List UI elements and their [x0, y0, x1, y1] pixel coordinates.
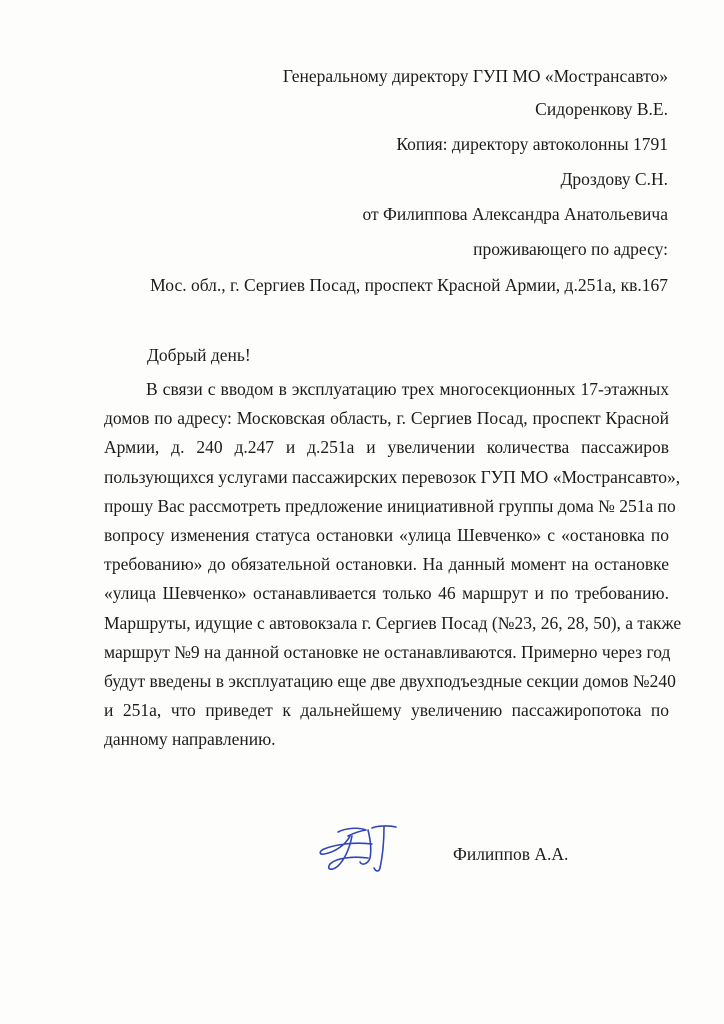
sender-address: Мос. обл., г. Сергиев Посад, проспект Красной Армии, д.251а, кв.167: [150, 275, 668, 295]
body-line: требованию» до обязательной остановки. На данный момент на остановке: [104, 554, 669, 575]
recipient-title: Генеральному директору ГУП МО «Мострансавто»: [282, 66, 668, 86]
body-line: Маршруты, идущие с автовокзала г. Сергиев Посад (№23, 26, 28, 50), а также: [104, 612, 682, 633]
body-line: В связи с вводом в эксплуатацию трех многосекционных 17-этажных: [146, 379, 669, 399]
letter-body: [104, 375, 682, 754]
sender-address-label: проживающего по адресу:: [473, 239, 668, 259]
signer-name: Филиппов А.А.: [453, 844, 569, 864]
sender-name: от Филиппова Александра Анатольевича: [362, 204, 668, 224]
copy-recipient-name: Дроздову С.Н.: [560, 169, 668, 189]
body-line: прошу Вас рассмотреть предложение инициативной группы дома № 251а по: [104, 495, 676, 516]
body-line: домов по адресу: Московская область, г. Сергиев Посад, проспект Красной: [104, 408, 669, 429]
body-line: пользующихся услугами пассажирских перевозок ГУП МО «Мострансавто»,: [104, 466, 681, 487]
body-line: данному направлению.: [104, 729, 276, 750]
handwritten-signature: [316, 822, 402, 874]
body-line: вопросу изменения статуса остановки «улица Шевченко» с «остановка по: [104, 524, 669, 545]
body-line: маршрут №9 на данной остановке не останавливаются. Примерно через год: [104, 641, 671, 662]
body-line: и 251а, что приведет к дальнейшему увеличению пассажиропотока по: [104, 700, 669, 721]
copy-recipient-title: Копия: директору автоколонны 1791: [396, 134, 668, 154]
recipient-name: Сидоренкову В.Е.: [535, 99, 668, 119]
body-line: «улица Шевченко» останавливается только 46 маршрут и по требованию.: [104, 583, 669, 604]
body-line: будут введены в эксплуатацию еще две двухподъездные секции домов №240: [104, 670, 676, 691]
body-line: Армии, д. 240 д.247 и д.251а и увеличении количества пассажиров: [104, 437, 669, 458]
greeting: Добрый день!: [147, 345, 251, 365]
